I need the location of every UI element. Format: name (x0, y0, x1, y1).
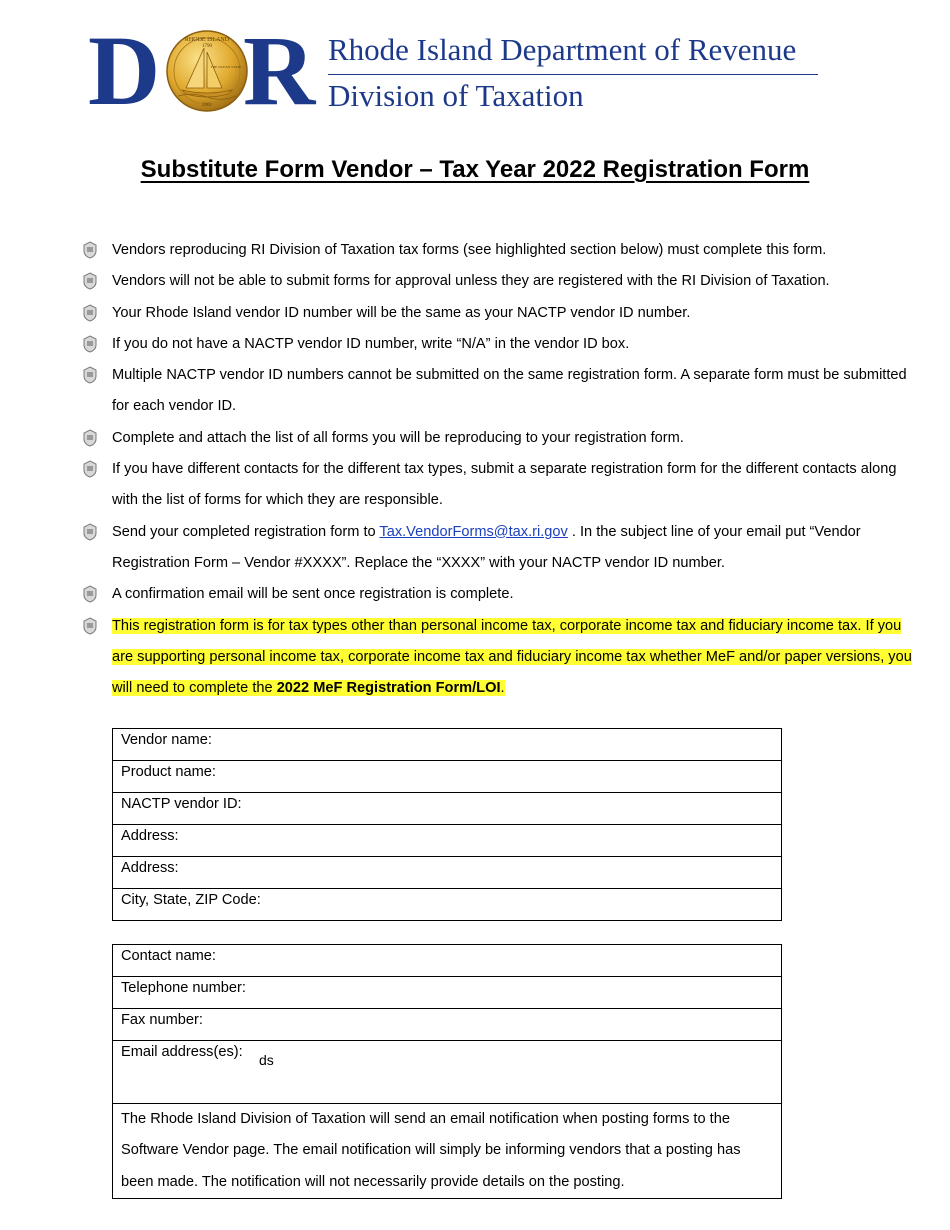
product-name-field[interactable]: Product name: (113, 761, 782, 793)
city-state-zip-field[interactable]: City, State, ZIP Code: (113, 889, 782, 921)
list-item (82, 298, 912, 329)
vendor-forms-email-link[interactable]: Tax.VendorForms@tax.ri.gov (379, 523, 568, 540)
email-address-value[interactable]: ds (259, 1052, 274, 1068)
highlighted-text (112, 618, 912, 697)
state-quarter-coin-icon (166, 30, 248, 112)
list-item (82, 235, 912, 266)
division-name: Division of Taxation (328, 78, 584, 113)
list-item-highlighted (82, 611, 912, 705)
contact-info-table (112, 944, 782, 1199)
seal-bullet-icon (82, 585, 98, 603)
seal-bullet-icon (82, 241, 98, 259)
page-title-text: Substitute Form Vendor – Tax Year 2022 Registration Form (140, 156, 810, 183)
email-address-field[interactable] (113, 1041, 782, 1104)
coin-text-top: RHODE ISLAND (184, 37, 230, 43)
list-item (82, 454, 912, 517)
email-address-label: Email address(es): (121, 1044, 243, 1060)
telephone-number-field[interactable]: Telephone number: (113, 977, 782, 1009)
list-item (82, 266, 912, 297)
notification-notice: The Rhode Island Division of Taxation will send an email notification when posting forms to the Software Vendor page. The email notification will simply be informing vendors that a posting has been made. The notification will not necessarily provide details on the posting. (113, 1104, 782, 1199)
fax-number-field[interactable]: Fax number: (113, 1009, 782, 1041)
seal-bullet-icon (82, 335, 98, 353)
list-item (82, 579, 912, 610)
mef-registration-form-reference: 2022 MeF Registration Form/LOI (276, 680, 501, 697)
coin-motto: THE OCEAN STATE (210, 65, 242, 69)
list-item-text: Your Rhode Island vendor ID number will be the same as your NACTP vendor ID number. (112, 304, 691, 321)
address-field-2[interactable]: Address: (113, 857, 782, 889)
nactp-vendor-id-field[interactable]: NACTP vendor ID: (113, 793, 782, 825)
instructions-list (82, 235, 912, 704)
vendor-info-table (112, 728, 782, 921)
list-item-send-instructions (82, 517, 912, 580)
send-text-before: Send your completed registration form to (112, 523, 380, 540)
logo-letter-d: D (88, 15, 159, 126)
logo-letter-r: R (243, 15, 314, 126)
list-item-text: Complete and attach the list of all forms you will be reproducing to your registration form. (112, 429, 684, 446)
seal-bullet-icon (82, 460, 98, 478)
list-item (82, 360, 912, 423)
coin-year-bottom: 2001 (202, 103, 212, 108)
list-item-text: If you do not have a NACTP vendor ID number, write “N/A” in the vendor ID box. (112, 335, 630, 352)
letterhead (88, 15, 828, 126)
seal-bullet-icon (82, 617, 98, 635)
list-item-text: Multiple NACTP vendor ID numbers cannot be submitted on the same registration form. A separate form must be submitted for each vendor ID. (112, 367, 907, 415)
department-name: Rhode Island Department of Revenue (328, 32, 797, 67)
seal-bullet-icon (82, 366, 98, 384)
header-divider (328, 74, 818, 75)
vendor-name-field[interactable]: Vendor name: (113, 729, 782, 761)
list-item (82, 329, 912, 360)
list-item-text: If you have different contacts for the different tax types, submit a separate registration form for the different contacts along with the list of forms for which they are responsible. (112, 461, 897, 509)
list-item (82, 423, 912, 454)
seal-bullet-icon (82, 429, 98, 447)
send-text-after: . In the subject line of your email put “Vendor Registration Form – Vendor #XXXX”. Replace the “XXXX” with your NACTP vendor ID number. (112, 523, 861, 571)
coin-year-top: 1790 (202, 44, 212, 49)
contact-name-field[interactable]: Contact name: (113, 945, 782, 977)
page-title (0, 156, 950, 184)
address-field-1[interactable]: Address: (113, 825, 782, 857)
seal-bullet-icon (82, 272, 98, 290)
list-item-text: A confirmation email will be sent once registration is complete. (112, 586, 514, 603)
seal-bullet-icon (82, 304, 98, 322)
list-item-text: Vendors will not be able to submit forms for approval unless they are registered with the RI Division of Taxation. (112, 273, 830, 290)
seal-bullet-icon (82, 523, 98, 541)
highlight-text-end: . (500, 680, 505, 697)
highlight-text-main: This registration form is for tax types other than personal income tax, corporate income tax and fiduciary income tax. If you are supporting personal income tax, corporate income tax and fiduciary income tax whether MeF and/or paper versions, you will need to complete the (112, 617, 912, 697)
list-item-text: Vendors reproducing RI Division of Taxation tax forms (see highlighted section below) must complete this form. (112, 242, 827, 258)
